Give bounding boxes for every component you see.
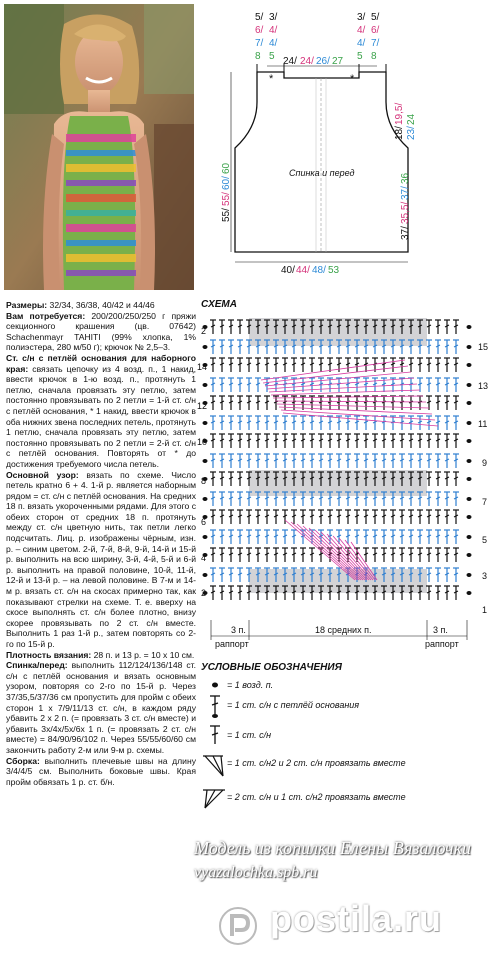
svg-text:6: 6 xyxy=(201,517,207,527)
dc3tog-symbol xyxy=(203,790,225,808)
svg-text:40/: 40/ xyxy=(281,265,295,276)
svg-text:12: 12 xyxy=(197,401,208,411)
neck-size4: 27 xyxy=(332,56,344,67)
svg-text:13: 13 xyxy=(478,381,489,391)
star-left: * xyxy=(269,73,274,85)
armhole-labels xyxy=(394,103,405,140)
svg-text:44/: 44/ xyxy=(296,265,310,276)
gauge-value: 28 п. и 13 р. = 10 х 10 см. xyxy=(91,649,195,660)
chain-symbol xyxy=(212,683,218,688)
shoulder-left-size4: 8 xyxy=(255,51,261,62)
svg-text:5: 5 xyxy=(482,535,488,545)
svg-text:1: 1 xyxy=(482,605,488,615)
main-pattern-value: вязать по схеме. Число петель кратно 6 + 4. 1-й р. является наборным рядом = ст. с/н с петлёй основания. На средних 18 п. вязать укороченными рядами. Для этого с обеих сторон от средних 18 п. протянуть между ст. с/н цветную нить, так петли легко подсчитать. Лиц. р. изображены чёрным, изн. р. – синим цветом. 2-й, 7-й, 8-й, 9-й, 14-й и 15-й р. выполнить на всю ширину, 3-й, 4-й, 5-й и 6-й р. выполнить на правой половине, 10-й, 11-й, 12-й и 13-й р. – на левой половине. В 7-м и 14-м р. вязать ст. с/н на скосах примерно так, как показывают стрелки на схеме. Т. е. вверху на скосе выполнять ст. с/н более плотно, внизу скорее провязывать по 2 ст. с/н вместе. Выполнить 1 раз 1-й р., затем повторять со 2-го по 15-й р. xyxy=(6,469,196,649)
armhole2-labels xyxy=(406,113,417,140)
postila-logo-icon xyxy=(218,906,258,946)
shoulder-left-mid3: 4/ xyxy=(269,38,278,49)
crochet-chart xyxy=(203,313,472,604)
side-height-labels xyxy=(400,172,411,240)
svg-text:2: 2 xyxy=(201,588,207,598)
shoulder-left-mid1: 3/ xyxy=(269,12,278,23)
watermark-line2: vyazalochka.spb.ru xyxy=(194,864,318,881)
sizes-value: 32/34, 36/38, 40/42 и 44/46 xyxy=(47,300,155,310)
gauge-label: Плотность вязания: xyxy=(6,649,92,660)
pattern-description xyxy=(6,300,196,787)
svg-text:36: 36 xyxy=(400,172,411,184)
piece-label: Спинка и перед xyxy=(289,168,355,178)
svg-text:14: 14 xyxy=(197,362,208,372)
base-stitch-value: связать цепочку из 4 возд. п., 1 накид, ввести крючок в 1-ю возд. п., протянуть 1 петлю, сначала провязать эту петлю, затем постоянно провязывать по 2 петли = 1-й ст. с/н с петлёй основания, * 1 накид, ввести крючок в оба нижних звена последних петель, протянуть 1 петлю, сначала провязать эту петлю, затем постоянно провязывать по 2 петли = 2-й ст. с/н с петлёй основания. Повторять от * до достижения требуемого числа петель. xyxy=(6,363,196,469)
back-front-label: Спинка/перед: xyxy=(6,660,68,671)
base-stitch-label: Ст. с/н с петлёй основания для наборного края: xyxy=(6,352,196,374)
rapport-right: 3 п. xyxy=(433,625,448,635)
shoulder-left-size1: 5/ xyxy=(255,12,264,23)
svg-text:7: 7 xyxy=(482,497,488,507)
shoulder-right-labels xyxy=(357,12,380,62)
svg-text:10: 10 xyxy=(197,437,208,447)
main-pattern-label: Основной узор: xyxy=(6,469,79,480)
svg-text:3: 3 xyxy=(482,571,488,581)
base-dc-symbol xyxy=(210,696,220,714)
svg-text:23/: 23/ xyxy=(406,126,417,140)
rapport-left: 3 п. xyxy=(231,625,246,635)
dc-symbol xyxy=(210,726,220,744)
svg-text:48/: 48/ xyxy=(312,265,326,276)
shoulder-left-size2: 6/ xyxy=(255,25,264,36)
shoulder-right-size3: 4/ xyxy=(357,38,366,49)
svg-text:9: 9 xyxy=(482,458,488,468)
dc2tog-symbol xyxy=(203,756,223,776)
svg-text:18/: 18/ xyxy=(394,126,405,140)
body-outline xyxy=(235,72,408,252)
neck-width-labels xyxy=(283,56,344,67)
svg-text:15: 15 xyxy=(478,342,489,352)
shoulder-right-size1: 3/ xyxy=(357,12,366,23)
postila-site: postila.ru xyxy=(270,898,443,939)
watermark-line1: Модель из копилки Елены Вязалочки xyxy=(194,838,472,858)
neck-size3: 26/ xyxy=(316,56,330,67)
legend-dc: = 1 ст. с/н xyxy=(227,730,272,740)
svg-text:55/: 55/ xyxy=(221,192,232,206)
watermark xyxy=(190,836,500,896)
legend-base-dc: = 1 ст. с/н с петлёй основания xyxy=(227,700,360,710)
neck-size1: 24/ xyxy=(283,56,297,67)
rapport-right-sub: раппорт xyxy=(425,639,459,649)
svg-text:37/: 37/ xyxy=(400,186,411,200)
rapport-left-sub: раппорт xyxy=(215,639,249,649)
svg-text:60: 60 xyxy=(221,162,232,174)
shoulder-left-size3: 7/ xyxy=(255,38,264,49)
armhole2-size4: 24 xyxy=(406,113,417,125)
shoulder-left-mid4: 5 xyxy=(269,51,275,62)
shoulder-right-mid4: 8 xyxy=(371,51,377,62)
shoulder-right-size4: 5 xyxy=(357,51,363,62)
legend-title: УСЛОВНЫЕ ОБОЗНАЧЕНИЯ xyxy=(201,662,342,673)
back-front-value: выполнить 112/124/136/148 ст. с/н с петлёй основания и вязать основным узором, повторяя со 2-го по 15-й р. Через 37/35,5/37/36 см пропустить для пройм с обеих сторон 1 х 7/9/11/13 ст. с/н, в каждом ряду убавить 2 х 2 п. (= провязать 3 ст. с/н вместе) и убавить 3х/4х/5х/6х 1 п. (= провязать 2 ст. с/н вместе) = 84/90/96/102 п. Через 55/55/60/60 см закончить работу 2-м или 9-м р. схемы. xyxy=(6,660,196,755)
shoulder-right-size2: 4/ xyxy=(357,25,366,36)
shoulder-right-mid1: 5/ xyxy=(371,12,380,23)
shoulder-right-mid2: 6/ xyxy=(371,25,380,36)
svg-text:11: 11 xyxy=(478,419,488,429)
schematic-area xyxy=(195,0,500,900)
assembly-label: Сборка: xyxy=(6,755,40,766)
svg-text:35,5/: 35,5/ xyxy=(400,201,411,224)
shoulder-right-mid3: 7/ xyxy=(371,38,380,49)
width-labels xyxy=(281,265,340,276)
svg-text:60/: 60/ xyxy=(221,176,232,190)
chart-row-numbers-right xyxy=(478,342,488,615)
neck-size2: 24/ xyxy=(300,56,314,67)
svg-text:8: 8 xyxy=(201,476,207,486)
svg-text:4: 4 xyxy=(201,553,207,563)
svg-text:53: 53 xyxy=(328,265,340,276)
materials-label: Вам потребуется: xyxy=(6,310,86,321)
assembly-value: выполнить плечевые швы на длину 3/4/4/5 см. Выполнить боковые швы. Края пройм обвязать 1 р. ст. б/н. xyxy=(6,755,196,787)
chart-title: СХЕМА xyxy=(201,299,237,310)
materials-value: 200/200/250/250 г пряжи секционного крашения (цв. 07642) Schachenmayr TAHITI (99% хлопка, 1% полиэстера, 280 м/50 г); крючок № 2,5–3. xyxy=(6,310,197,353)
svg-text:55/: 55/ xyxy=(221,208,232,222)
legend-dec1: = 1 ст. с/н2 и 2 ст. с/н провязать вместе xyxy=(227,758,406,768)
model-photo xyxy=(4,4,194,290)
star-right: * xyxy=(350,73,355,85)
shoulder-left-labels xyxy=(255,12,278,62)
svg-text:19,5/: 19,5/ xyxy=(394,102,405,125)
middle-stitches: 18 средних п. xyxy=(315,625,372,635)
svg-text:37/: 37/ xyxy=(400,226,411,240)
total-height-labels xyxy=(221,162,232,222)
legend-dec2: = 2 ст. с/н и 1 ст. с/н2 провязать вместе xyxy=(227,792,406,802)
legend-chain: = 1 возд. п. xyxy=(227,680,274,690)
shoulder-left-mid2: 4/ xyxy=(269,25,278,36)
sizes-label: Размеры: xyxy=(6,300,48,310)
svg-text:2: 2 xyxy=(201,326,207,336)
